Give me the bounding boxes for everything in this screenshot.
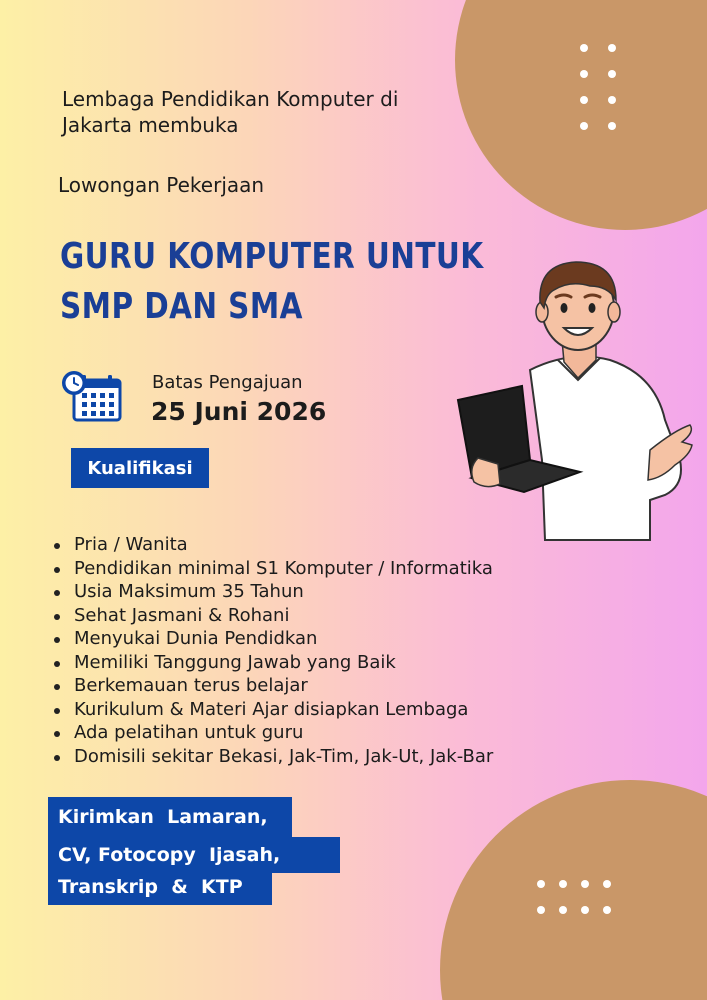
teacher-with-laptop-illustration — [450, 250, 700, 550]
intro-text — [62, 86, 482, 138]
headline-line: GURU KOMPUTER UNTUK — [60, 236, 484, 277]
qualifications-list — [54, 533, 493, 768]
cta-line: Transkrip & KTP — [48, 868, 272, 905]
deadline-label: Batas Pengajuan — [152, 372, 303, 393]
intro-line: Jakarta membuka — [62, 113, 239, 137]
list-item: Memiliki Tanggung Jawab yang Baik — [54, 651, 493, 675]
cta-line: Kirimkan Lamaran, — [48, 797, 292, 837]
list-item: Kurikulum & Materi Ajar disiapkan Lembaga — [54, 698, 493, 722]
intro-line: Lembaga Pendidikan Komputer di — [62, 87, 399, 111]
list-item: Menyukai Dunia Pendidkan — [54, 627, 493, 651]
list-item: Domisili sekitar Bekasi, Jak-Tim, Jak-Ut, Jak-Bar — [54, 745, 493, 769]
deadline-date: 25 Juni 2026 — [151, 397, 327, 426]
list-item: Pria / Wanita — [54, 533, 493, 557]
list-item: Usia Maksimum 35 Tahun — [54, 580, 493, 604]
list-item: Pendidikan minimal S1 Komputer / Informatika — [54, 557, 493, 581]
subtitle: Lowongan Pekerjaan — [58, 173, 265, 197]
dot-pattern-bottom — [537, 880, 611, 914]
list-item: Sehat Jasmani & Rohani — [54, 604, 493, 628]
qualifications-title: Kualifikasi — [71, 448, 209, 488]
dot-pattern-top — [580, 44, 616, 130]
cta-line: CV, Fotocopy Ijasah, — [48, 837, 340, 873]
list-item: Ada pelatihan untuk guru — [54, 721, 493, 745]
list-item: Berkemauan terus belajar — [54, 674, 493, 698]
calendar-clock-icon — [60, 370, 122, 422]
headline — [60, 232, 484, 332]
headline-line: SMP DAN SMA — [60, 286, 303, 327]
